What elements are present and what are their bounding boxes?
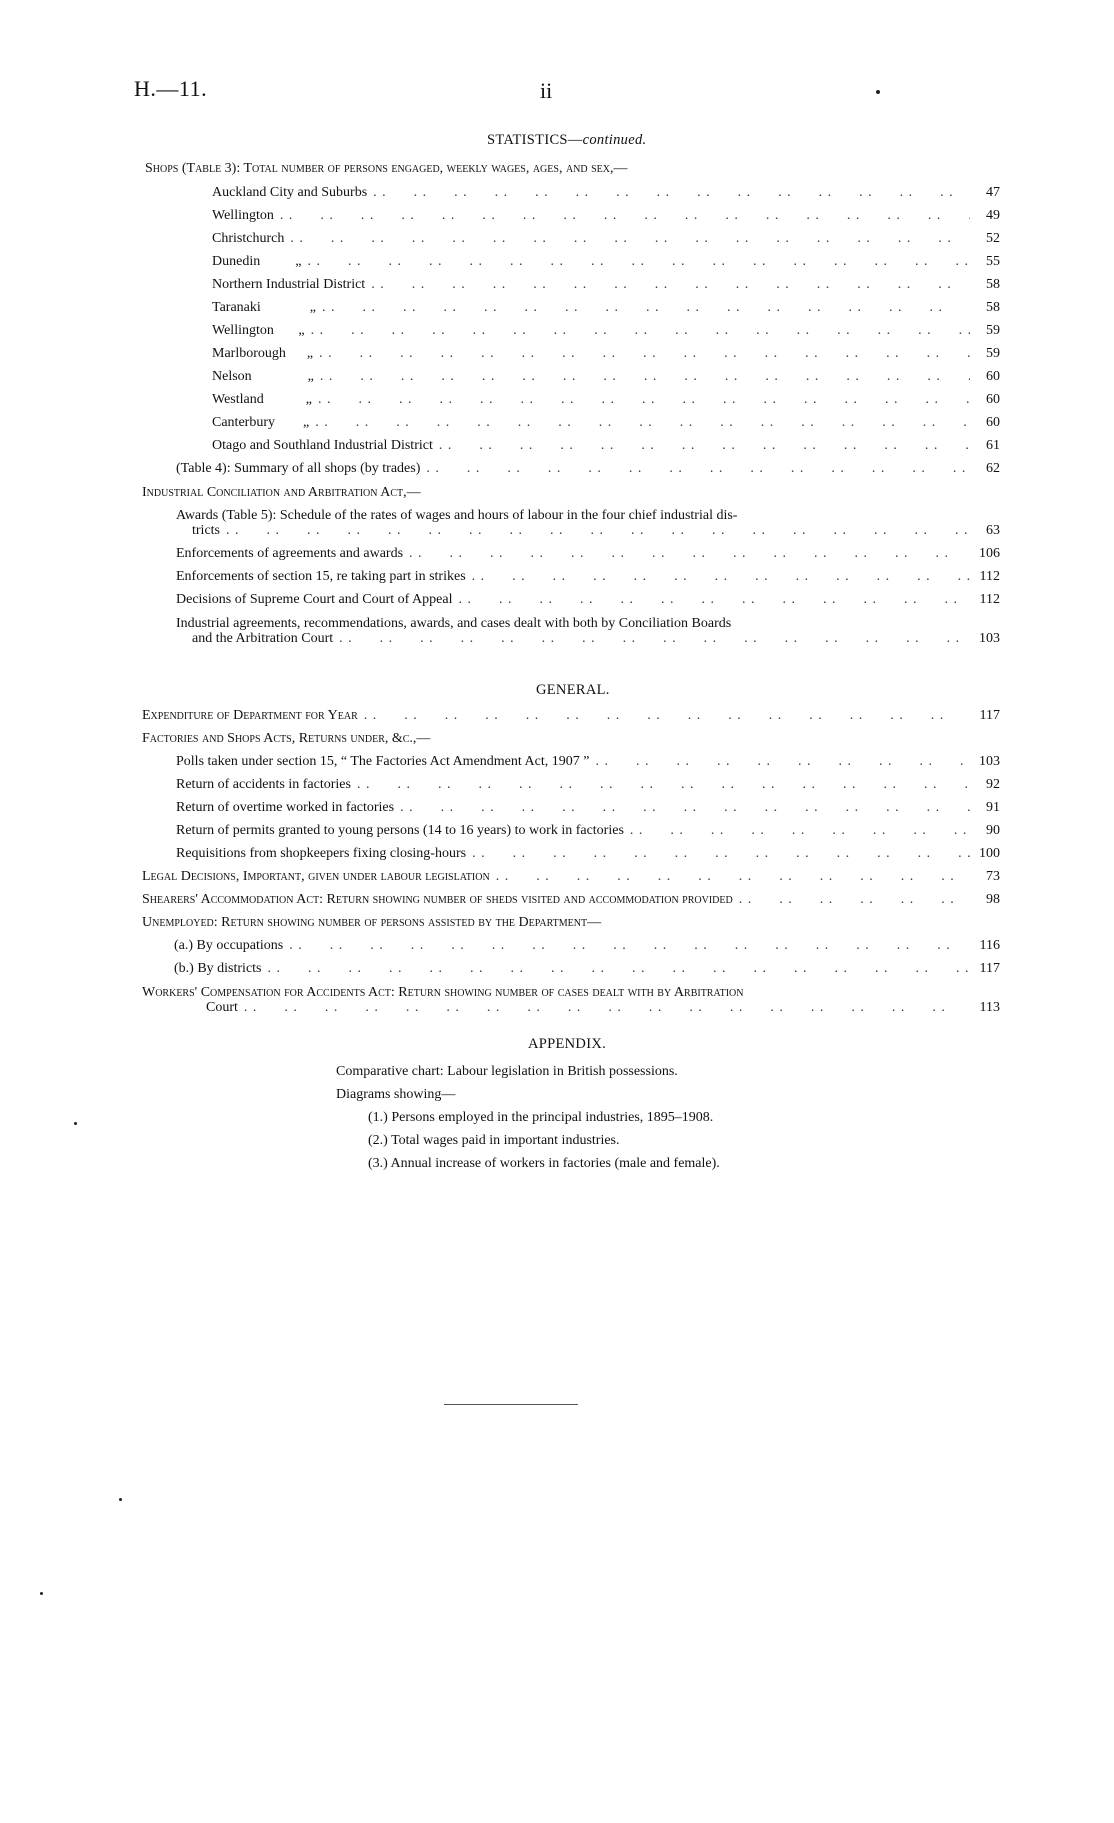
scan-speck	[40, 1592, 43, 1595]
agreements-line: Industrial agreements, recommendations, awards, and cases dealt with both by Conciliation Boards	[176, 616, 732, 631]
ica-heading: Industrial Conciliation and Arbitration Act,—	[142, 485, 421, 500]
appendix-item: (3.) Annual increase of workers in factories (male and female).	[368, 1156, 720, 1171]
toc-row: Legal Decisions, Important, given under labour legislation . . 73	[142, 867, 1000, 886]
ditto-mark: „	[298, 323, 305, 338]
toc-row: tricts . . 63	[192, 521, 1000, 540]
appendix-heading: APPENDIX.	[528, 1036, 607, 1052]
general-heading: GENERAL.	[536, 682, 610, 698]
toc-row: Dunedin „ . . 55	[212, 252, 1000, 271]
toc-row: Marlborough „ . . 59	[212, 344, 1000, 363]
toc-row: Shearers' Accommodation Act: Return showing number of sheds visited and accommodation provided . . 98	[142, 890, 1000, 909]
workers-line: Workers' Compensation for Accidents Act: Return showing number of cases dealt with by Arbitration	[142, 985, 744, 1000]
toc-row: (b.) By districts . . 117	[174, 959, 1000, 978]
ditto-mark: „	[306, 346, 314, 361]
toc-row: Taranaki „ . . 58	[212, 298, 1000, 317]
toc-row: Court . . 113	[206, 998, 1000, 1017]
scan-speck	[119, 1498, 122, 1501]
toc-row: (a.) By occupations . . 116	[174, 936, 1000, 955]
toc-row: Return of permits granted to young persons (14 to 16 years) to work in factories . . 90	[176, 821, 1000, 840]
ditto-mark: „	[307, 369, 314, 384]
toc-row: Christchurch . . 52	[212, 229, 1000, 248]
toc-row: Otago and Southland Industrial District . . 61	[212, 436, 1000, 455]
toc-row: Return of overtime worked in factories . . 91	[176, 798, 1000, 817]
page-speck	[876, 90, 880, 94]
toc-row: Requisitions from shopkeepers fixing closing-hours . . 100	[176, 844, 1000, 863]
factories-heading: Factories and Shops Acts, Returns under, &c.,—	[142, 731, 431, 746]
toc-row: Auckland City and Suburbs . . 47	[212, 183, 1000, 202]
document-reference: H.—11.	[134, 76, 208, 101]
toc-row: Canterbury „ . . 60	[212, 413, 1000, 432]
unemployed-heading: Unemployed: Return showing number of persons assisted by the Department—	[142, 915, 602, 930]
toc-row: and the Arbitration Court . . 103	[192, 629, 1000, 648]
ditto-mark: „	[309, 300, 316, 315]
appendix-diagrams: Diagrams showing—	[336, 1087, 456, 1102]
ditto-mark: „	[305, 392, 312, 407]
toc-row: Wellington . . 49	[212, 206, 1000, 225]
toc-row: Polls taken under section 15, “ The Factories Act Amendment Act, 1907 ” . . 103	[176, 752, 1000, 771]
toc-row: Decisions of Supreme Court and Court of Appeal . . 112	[176, 590, 1000, 609]
toc-row: Enforcements of agreements and awards . . 106	[176, 544, 1000, 563]
toc-row: Westland „ . . 60	[212, 390, 1000, 409]
appendix-chart: Comparative chart: Labour legislation in British possessions.	[336, 1064, 678, 1079]
toc-row: Wellington „ . . 59	[212, 321, 1000, 340]
toc-row: (Table 4): Summary of all shops (by trades) . . 62	[176, 459, 1000, 478]
toc-row: Northern Industrial District . . 58	[212, 275, 1000, 294]
closing-rule	[444, 1404, 578, 1405]
ditto-mark: „	[302, 415, 310, 430]
toc-row: Nelson „ . . 60	[212, 367, 1000, 386]
scan-speck	[74, 1122, 77, 1125]
appendix-item: (1.) Persons employed in the principal industries, 1895–1908.	[368, 1110, 714, 1125]
awards-line: Awards (Table 5): Schedule of the rates of wages and hours of labour in the four chief industrial dis-	[176, 508, 738, 523]
appendix-item: (2.) Total wages paid in important industries.	[368, 1133, 620, 1148]
shops-intro: Shops (Table 3): Total number of persons engaged, weekly wages, ages, and sex,—	[145, 161, 628, 176]
toc-row: Return of accidents in factories . . 92	[176, 775, 1000, 794]
statistics-heading: STATISTICS—continued.	[487, 132, 647, 148]
toc-row: Enforcements of section 15, re taking part in strikes . . 112	[176, 567, 1000, 586]
page-number: ii	[540, 78, 553, 103]
ditto-mark: „	[295, 254, 302, 269]
toc-row: Expenditure of Department for Year . . 117	[142, 706, 1000, 725]
